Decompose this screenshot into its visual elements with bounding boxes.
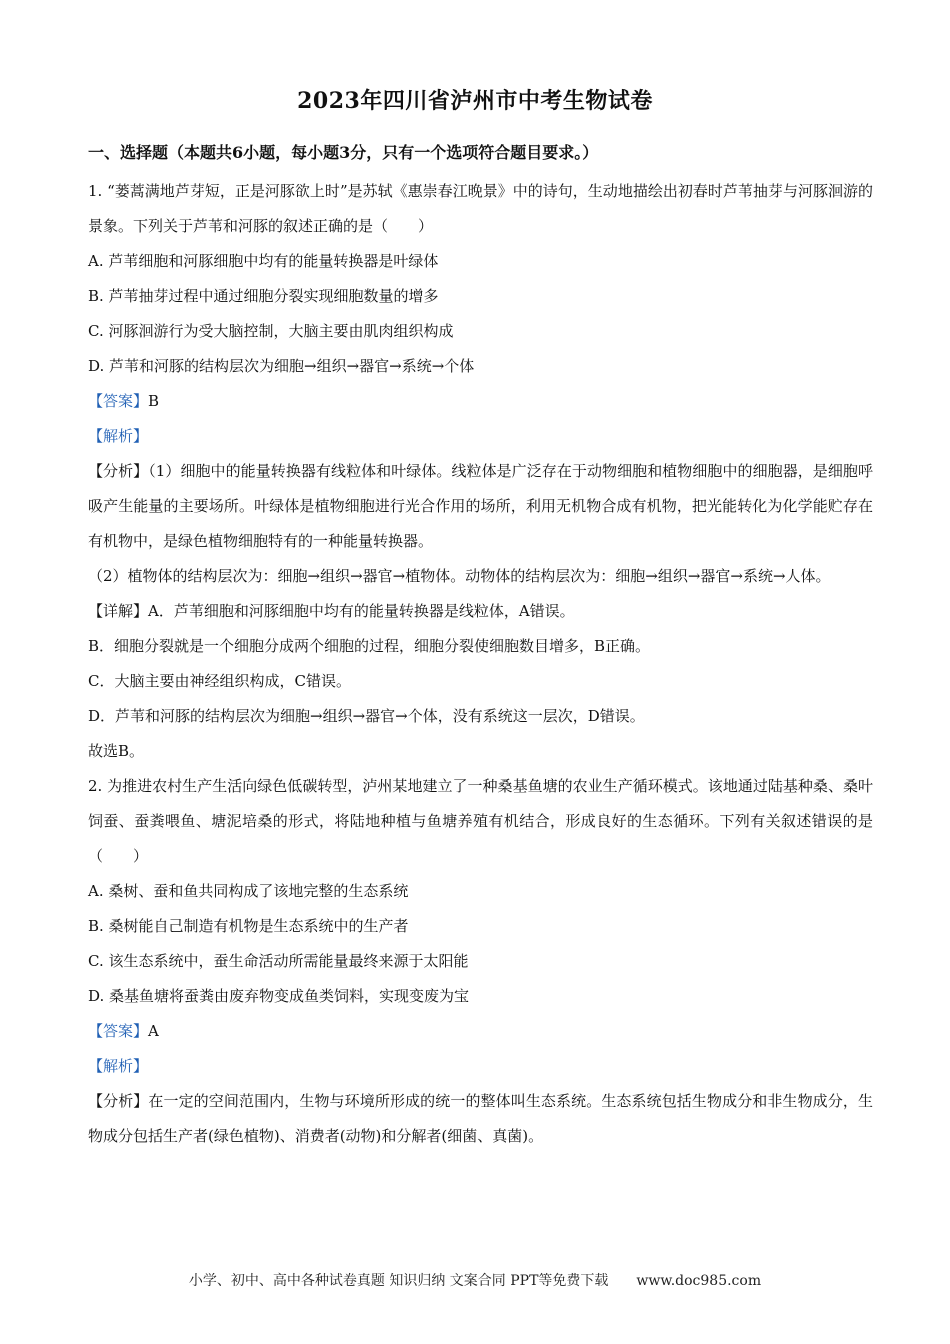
- question-2-fenxi-1: [88, 1084, 873, 1154]
- analysis-tag: 【解析】: [88, 427, 149, 445]
- question-1-xiangjie-c: C．大脑主要由神经组织构成，C错误。: [88, 672, 351, 690]
- answer-tag: 【答案】: [88, 392, 149, 410]
- xiangjie-tag: 【详解】: [88, 602, 149, 620]
- question-2-stem: 2. 为推进农村生产生活向绿色低碳转型，泸州某地建立了一种桑基鱼塘的农业生产循环模式。该地通过陆基种桑、桑叶饲蚕、蚕粪喂鱼、塘泥培桑的形式，将陆地种植与鱼塘养殖有机结合，形成良好的生态循环。下列有关叙述错误的是（ ）: [88, 777, 873, 865]
- exam-title: 2023年四川省泸州市中考生物试卷: [297, 88, 653, 114]
- question-2-answer: [88, 1014, 873, 1049]
- question-2-analysis-tag: [88, 1049, 873, 1084]
- question-1-answer: [88, 384, 873, 419]
- page-footer: 小学、初中、高中各种试卷真题 知识归纳 文案合同 PPT等免费下载 www.doc985.com: [188, 1273, 762, 1289]
- answer-value: A: [148, 1022, 159, 1040]
- fenxi-text: 在一定的空间范围内，生物与环境所形成的统一的整体叫生态系统。生态系统包括生物成分和非生物成分，生物成分包括生产者(绿色植物)、消费者(动物)和分解者(细菌、真菌)。: [88, 1092, 873, 1145]
- question-1-xiangjie-d: D．芦苇和河豚的结构层次为细胞→组织→器官→个体，没有系统这一层次，D错误。: [88, 707, 645, 725]
- question-1-analysis-tag: [88, 419, 873, 454]
- question-2-option-b: B. 桑树能自己制造有机物是生态系统中的生产者: [88, 917, 409, 935]
- question-2-option-d: D. 桑基鱼塘将蚕粪由废弃物变成鱼类饲料，实现变废为宝: [88, 987, 470, 1005]
- question-1-fenxi-1: [88, 454, 873, 559]
- fenxi-tag: 【分析】: [88, 1092, 149, 1110]
- fenxi-tag: 【分析】: [88, 462, 149, 480]
- analysis-tag: 【解析】: [88, 1057, 149, 1075]
- question-1-option-a: A. 芦苇细胞和河豚细胞中均有的能量转换器是叶绿体: [88, 252, 439, 270]
- question-1-xiangjie-a: [88, 594, 873, 629]
- question-1-stem: 1. “蒌蒿满地芦芽短，正是河豚欲上时”是苏轼《惠崇春江晚景》中的诗句，生动地描绘出初春时芦苇抽芽与河豚洄游的景象。下列关于芦苇和河豚的叙述正确的是（ ）: [88, 182, 873, 235]
- document-body: [88, 174, 873, 1154]
- question-1-option-c: C. 河豚洄游行为受大脑控制，大脑主要由肌肉组织构成: [88, 322, 454, 340]
- question-1-option-b: B. 芦苇抽芽过程中通过细胞分裂实现细胞数量的增多: [88, 287, 439, 305]
- fenxi-text: （1）细胞中的能量转换器有线粒体和叶绿体。线粒体是广泛存在于动物细胞和植物细胞中的细胞器，是细胞呼吸产生能量的主要场所。叶绿体是植物细胞进行光合作用的场所，利用无机物合成有机物，把光能转化为化学能贮存在有机物中，是绿色植物细胞特有的一种能量转换器。: [88, 462, 873, 550]
- question-1-xiangjie-b: B．细胞分裂就是一个细胞分成两个细胞的过程，细胞分裂使细胞数目增多，B正确。: [88, 637, 651, 655]
- question-2-option-c: C. 该生态系统中，蚕生命活动所需能量最终来源于太阳能: [88, 952, 469, 970]
- question-2-option-a: A. 桑树、蚕和鱼共同构成了该地完整的生态系统: [88, 882, 409, 900]
- question-1-conclusion: 故选B。: [88, 742, 145, 760]
- answer-tag: 【答案】: [88, 1022, 149, 1040]
- question-1-option-d: D. 芦苇和河豚的结构层次为细胞→组织→器官→系统→个体: [88, 357, 475, 375]
- answer-value: B: [148, 392, 160, 410]
- section-heading: 一、选择题（本题共6小题，每小题3分，只有一个选项符合题目要求。）: [88, 143, 599, 162]
- xiangjie-text: A．芦苇细胞和河豚细胞中均有的能量转换器是线粒体，A错误。: [148, 602, 575, 620]
- question-1-fenxi-2: （2）植物体的结构层次为：细胞→组织→器官→植物体。动物体的结构层次为：细胞→组织→器官→系统→人体。: [88, 567, 831, 585]
